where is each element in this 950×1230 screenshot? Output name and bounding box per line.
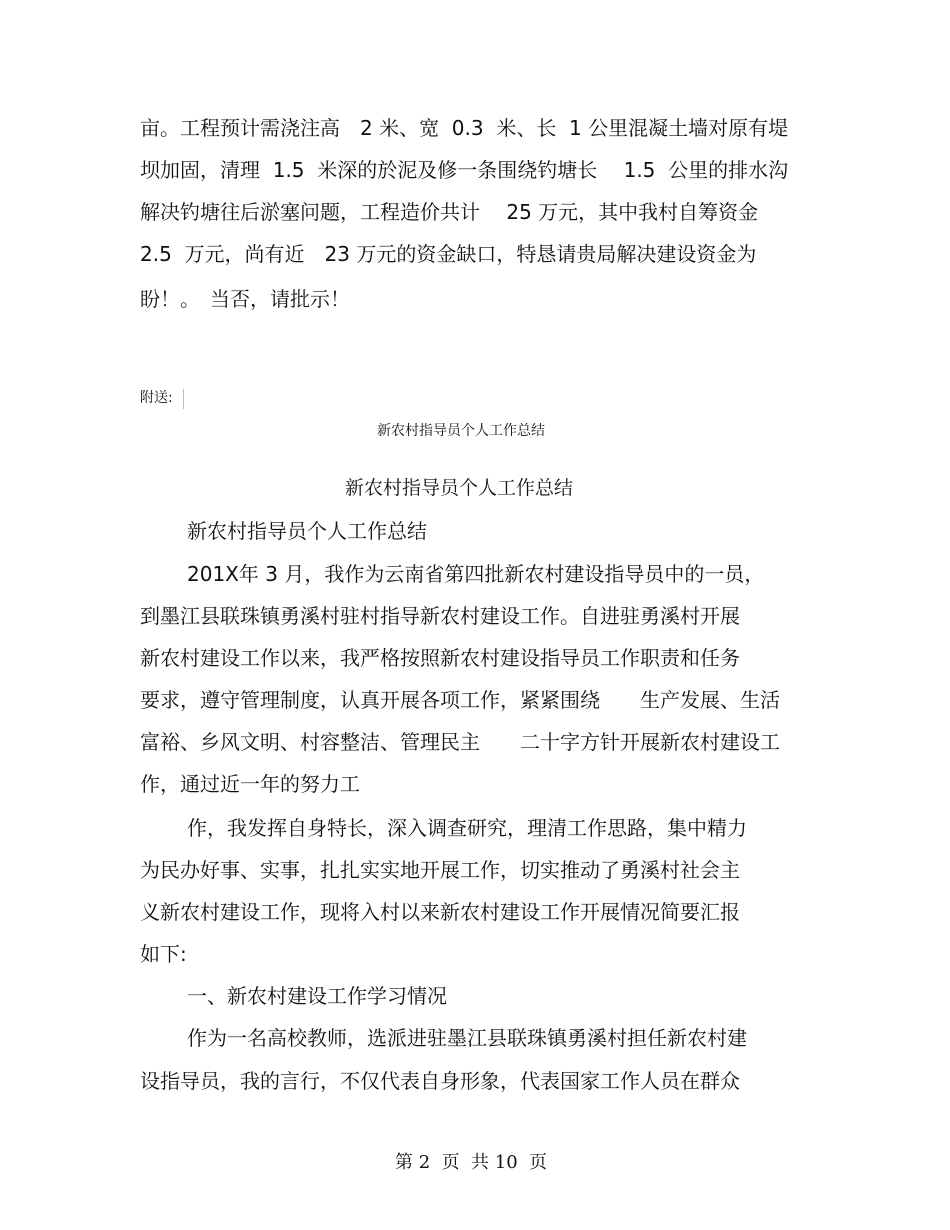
text-line: 作为一名高校教师，选派进驻墨江县联珠镇勇溪村担任新农村建 [187, 1026, 747, 1050]
text-line: 为民办好事、实事，扎扎实实地开展工作，切实推动了勇溪村社会主 [140, 858, 740, 882]
text-line: 富裕、乡风文明、村容整洁、管理民主 二十字方针开展新农村建设工 [140, 730, 780, 754]
text-line: 盼！。 当否，请批示！ [140, 287, 350, 311]
text-line: 要求，遵守管理制度，认真开展各项工作，紧紧围绕 生产发展、生活 [140, 688, 780, 712]
doc-title: 新农村指导员个人工作总结 [345, 477, 574, 499]
text-line: 义新农村建设工作，现将入村以来新农村建设工作开展情况简要汇报 [140, 900, 740, 924]
text-line: 作，通过近一年的努力工 [140, 772, 360, 796]
text-line: 新农村指导员个人工作总结 [187, 519, 427, 543]
text-line: 201X年 3 月，我作为云南省第四批新农村建设指导员中的一员， [187, 562, 765, 586]
text-line: 到墨江县联珠镇勇溪村驻村指导新农村建设工作。自进驻勇溪村开展 [140, 604, 740, 628]
attachment-label: 附送: [140, 390, 173, 406]
text-line: 亩。工程预计需浇注高 2 米、宽 0.3 米、长 1 公里混凝土墙对原有堤 [140, 116, 789, 140]
text-line: 新农村建设工作以来，我严格按照新农村建设指导员工作职责和任务 [140, 646, 740, 670]
attachment-marker [183, 389, 190, 409]
attachment-title: 新农村指导员个人工作总结 [377, 423, 545, 439]
section-heading: 一、新农村建设工作学习情况 [187, 984, 447, 1008]
text-line: 解决钓塘往后淤塞问题，工程造价共计 25 万元，其中我村自筹资金 [140, 200, 759, 224]
text-line: 坝加固，清理 1.5 米深的於泥及修一条围绕钓塘长 1.5 公里的排水沟 [140, 158, 789, 182]
text-line: 作，我发挥自身特长，深入调查研究，理清工作思路，集中精力 [187, 816, 747, 840]
text-line: 2.5 万元，尚有近 23 万元的资金缺口，特恳请贵局解决建设资金为 [140, 242, 757, 266]
text-line: 如下: [140, 942, 187, 966]
page-footer: 第 2 页 共 10 页 [395, 1152, 548, 1173]
text-line: 设指导员，我的言行，不仅代表自身形象，代表国家工作人员在群众 [140, 1069, 740, 1093]
